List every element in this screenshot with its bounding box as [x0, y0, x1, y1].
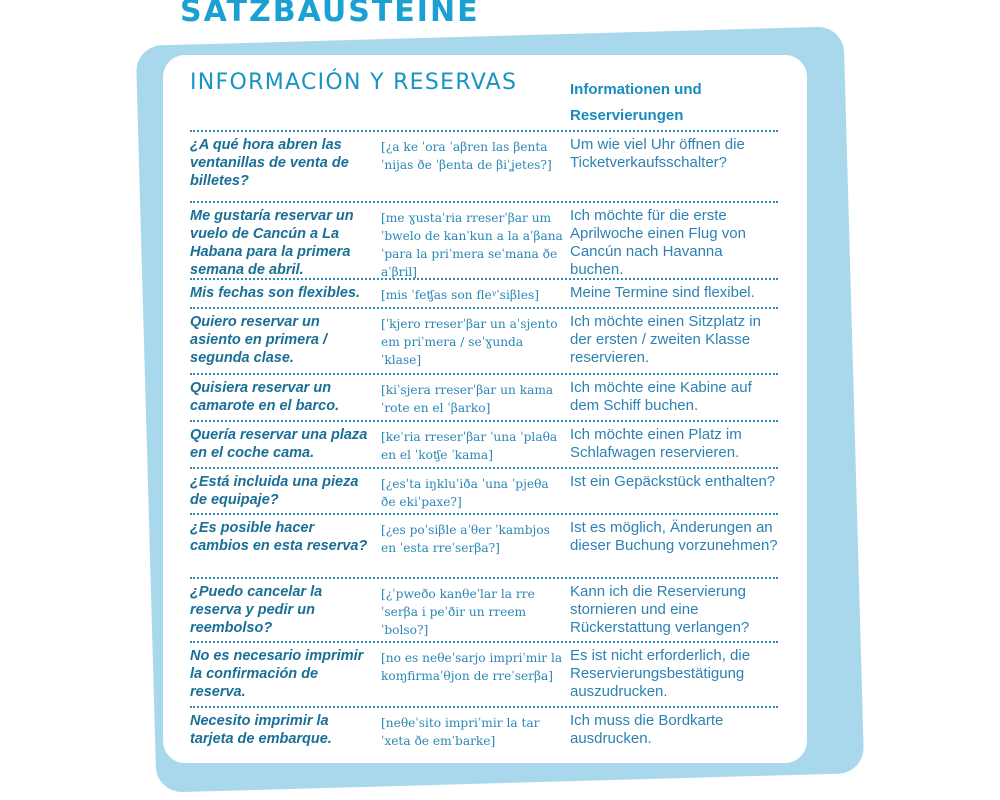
table-row	[190, 307, 778, 373]
table-row	[190, 706, 778, 760]
german-translation: Ist ein Gepäckstück enthalten?	[570, 473, 776, 490]
pronunciation: [keˈria rreserˈβar ˈuna ˈplaθa en el ˈkoʧe ˈkama]	[381, 430, 558, 462]
spanish-phrase: ¿Puedo cancelar la reserva y pedir un reembolso?	[190, 584, 323, 636]
pronunciation: [neθeˈsito impriˈmir la tarˈxeta ðe emˈbarke]	[381, 716, 540, 748]
spanish-phrase: Necesito imprimir la tarjeta de embarque.	[190, 713, 332, 747]
card-header	[190, 70, 782, 133]
table-row	[190, 130, 778, 201]
table-row	[190, 641, 778, 706]
table-row	[190, 577, 778, 641]
spanish-phrase: Quería reservar una plaza en el coche cama.	[190, 427, 368, 461]
spanish-phrase: Mis fechas son flexibles.	[190, 285, 361, 301]
spanish-phrase: ¿Está incluida una pieza de equipaje?	[190, 474, 359, 508]
card-subtitle: Informationen und Reservierungen	[570, 81, 702, 124]
spanish-phrase: No es necesario imprimir la confirmación de reserva.	[190, 648, 364, 700]
table-row	[190, 467, 778, 513]
pronunciation: [no es neθeˈsarjo impriˈmir la koɱfirmaˈθjon de rreˈserβa]	[381, 651, 563, 683]
pronunciation: [¿es poˈsiβle aˈθer ˈkambjos en ˈesta rreˈserβa?]	[381, 523, 550, 555]
german-translation: Ich muss die Bordkarte ausdrucken.	[570, 712, 724, 747]
table-row	[190, 373, 778, 420]
spanish-phrase: ¿A qué hora abren las ventanillas de venta de billetes?	[190, 137, 349, 189]
card-title: INFORMACIÓN Y RESERVAS	[190, 70, 518, 95]
german-translation: Ich möchte für die erste Aprilwoche einen Flug von Cancún nach Havanna buchen.	[570, 207, 746, 278]
table-row	[190, 278, 778, 307]
pronunciation: [me ɣustaˈria rreserˈβar um ˈbwelo de kanˈkun a la aˈβana ˈpara la priˈmera seˈmana ðe aˈβril]	[381, 211, 563, 279]
german-translation: Es ist nicht erforderlich, die Reservierungsbestätigung auszudrucken.	[570, 647, 751, 700]
german-translation: Kann ich die Reservierung stornieren und eine Rückerstattung verlangen?	[570, 583, 750, 636]
pronunciation: [¿a ke ˈora ˈaβren las βentaˈnijas ðe ˈβenta de βiˈʝetes?]	[381, 140, 552, 172]
page-heading: SATZBAUSTEINE	[180, 0, 480, 29]
german-translation: Um wie viel Uhr öffnen die Ticketverkaufsschalter?	[570, 136, 745, 171]
pronunciation: [¿esˈta iŋkluˈiða ˈuna ˈpjeθa ðe ekiˈpaxe?]	[381, 477, 549, 509]
german-translation: Ich möchte eine Kabine auf dem Schiff buchen.	[570, 379, 752, 414]
phrase-card	[163, 55, 807, 763]
table-row	[190, 420, 778, 467]
pronunciation: [¿ˈpweðo kanθeˈlar la rreˈserβa i peˈðir un rreemˈbolso?]	[381, 587, 535, 637]
german-translation: Ich möchte einen Platz im Schlafwagen reservieren.	[570, 426, 742, 461]
phrase-table	[190, 130, 778, 760]
pronunciation: [mis ˈfeʧas son fleᵞˈsiβles]	[381, 288, 540, 302]
german-translation: Meine Termine sind flexibel.	[570, 284, 755, 301]
pronunciation: [kiˈsjera rreserˈβar un kamaˈrote en el ˈβarko]	[381, 383, 554, 415]
spanish-phrase: ¿Es posible hacer cambios en esta reserva?	[190, 520, 368, 554]
german-translation: Ich möchte einen Sitzplatz in der ersten / zweiten Klasse reservieren.	[570, 313, 761, 366]
spanish-phrase: Quisiera reservar un camarote en el barco.	[190, 380, 340, 414]
spanish-phrase: Quiero reservar un asiento en primera / segunda clase.	[190, 314, 327, 366]
table-row	[190, 201, 778, 278]
spanish-phrase: Me gustaría reservar un vuelo de Cancún a La Habana para la primera semana de abril.	[190, 208, 354, 278]
table-row	[190, 513, 778, 577]
pronunciation: [ˈkjero rreserˈβar un aˈsjento em priˈmera / seˈɣunda ˈklase]	[381, 317, 558, 367]
german-translation: Ist es möglich, Änderungen an dieser Buchung vorzunehmen?	[570, 519, 778, 554]
